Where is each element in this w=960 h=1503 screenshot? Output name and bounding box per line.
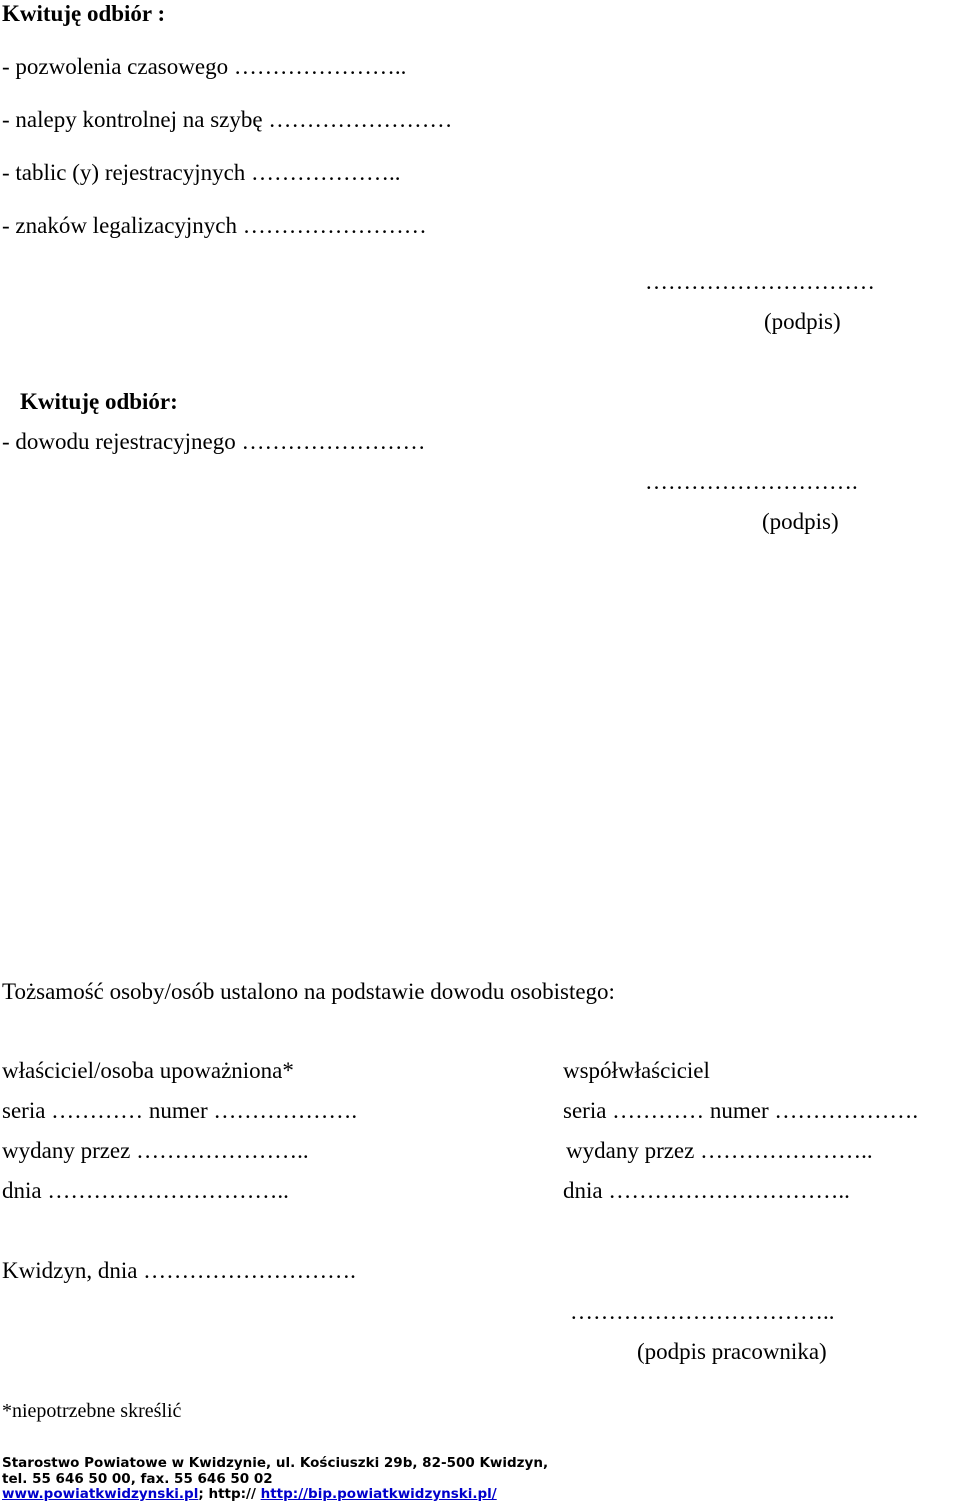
owner-heading: właściciel/osoba upoważniona* — [2, 1058, 294, 1083]
section2-heading: Kwituję odbiór: — [20, 389, 178, 414]
signature-label-2: (podpis) — [762, 509, 839, 534]
footer-address: Starostwo Powiatowe w Kwidzynie, ul. Kościuszki 29b, 82-500 Kwidzyn, — [2, 1455, 549, 1471]
identity-statement: Tożsamość osoby/osób ustalono na podstawie dowodu osobistego: — [2, 979, 615, 1004]
footnote: *niepotrzebne skreślić — [2, 1400, 182, 1422]
co-owner-id-series-number: seria ………… numer ………………. — [563, 1098, 919, 1123]
section1-heading: Kwituję odbiór : — [2, 1, 166, 26]
footer — [2, 1456, 548, 1503]
footer-phone-fax: tel. 55 646 50 00, fax. 55 646 50 02 — [2, 1470, 273, 1487]
footer-links — [2, 1487, 548, 1503]
co-owner-issue-date: dnia ………………………….. — [563, 1178, 850, 1203]
item-legalization-marks: - znaków legalizacyjnych …………………… — [2, 213, 427, 238]
footer-bip-link[interactable]: http://bip.powiatkwidzynski.pl/ — [260, 1486, 497, 1502]
footer-website-link[interactable]: www.powiatkwidzynski.pl — [2, 1486, 199, 1502]
employee-signature-line: …………………………….. — [570, 1299, 835, 1324]
co-owner-issued-by: wydany przez ………………….. — [566, 1138, 873, 1163]
owner-issued-by: wydany przez ………………….. — [2, 1138, 309, 1163]
footer-link-separator: ; http:// — [198, 1486, 261, 1502]
item-registration-plates: - tablic (y) rejestracyjnych ……………….. — [2, 160, 401, 185]
employee-signature-label: (podpis pracownika) — [637, 1339, 827, 1364]
co-owner-heading: współwłaściciel — [563, 1058, 710, 1083]
item-registration-document: - dowodu rejestracyjnego …………………… — [2, 429, 426, 454]
item-temporary-permit: - pozwolenia czasowego ………………….. — [2, 54, 407, 79]
signature-label-1: (podpis) — [764, 309, 841, 334]
place-date: Kwidzyn, dnia ………………………. — [2, 1258, 356, 1283]
owner-issue-date: dnia ………………………….. — [2, 1178, 289, 1203]
signature-line-1: ………………………… — [645, 269, 875, 294]
owner-id-series-number: seria ………… numer ………………. — [2, 1098, 358, 1123]
item-control-sticker: - nalepy kontrolnej na szybę …………………… — [2, 107, 453, 132]
signature-line-2: ………………………. — [645, 469, 858, 494]
